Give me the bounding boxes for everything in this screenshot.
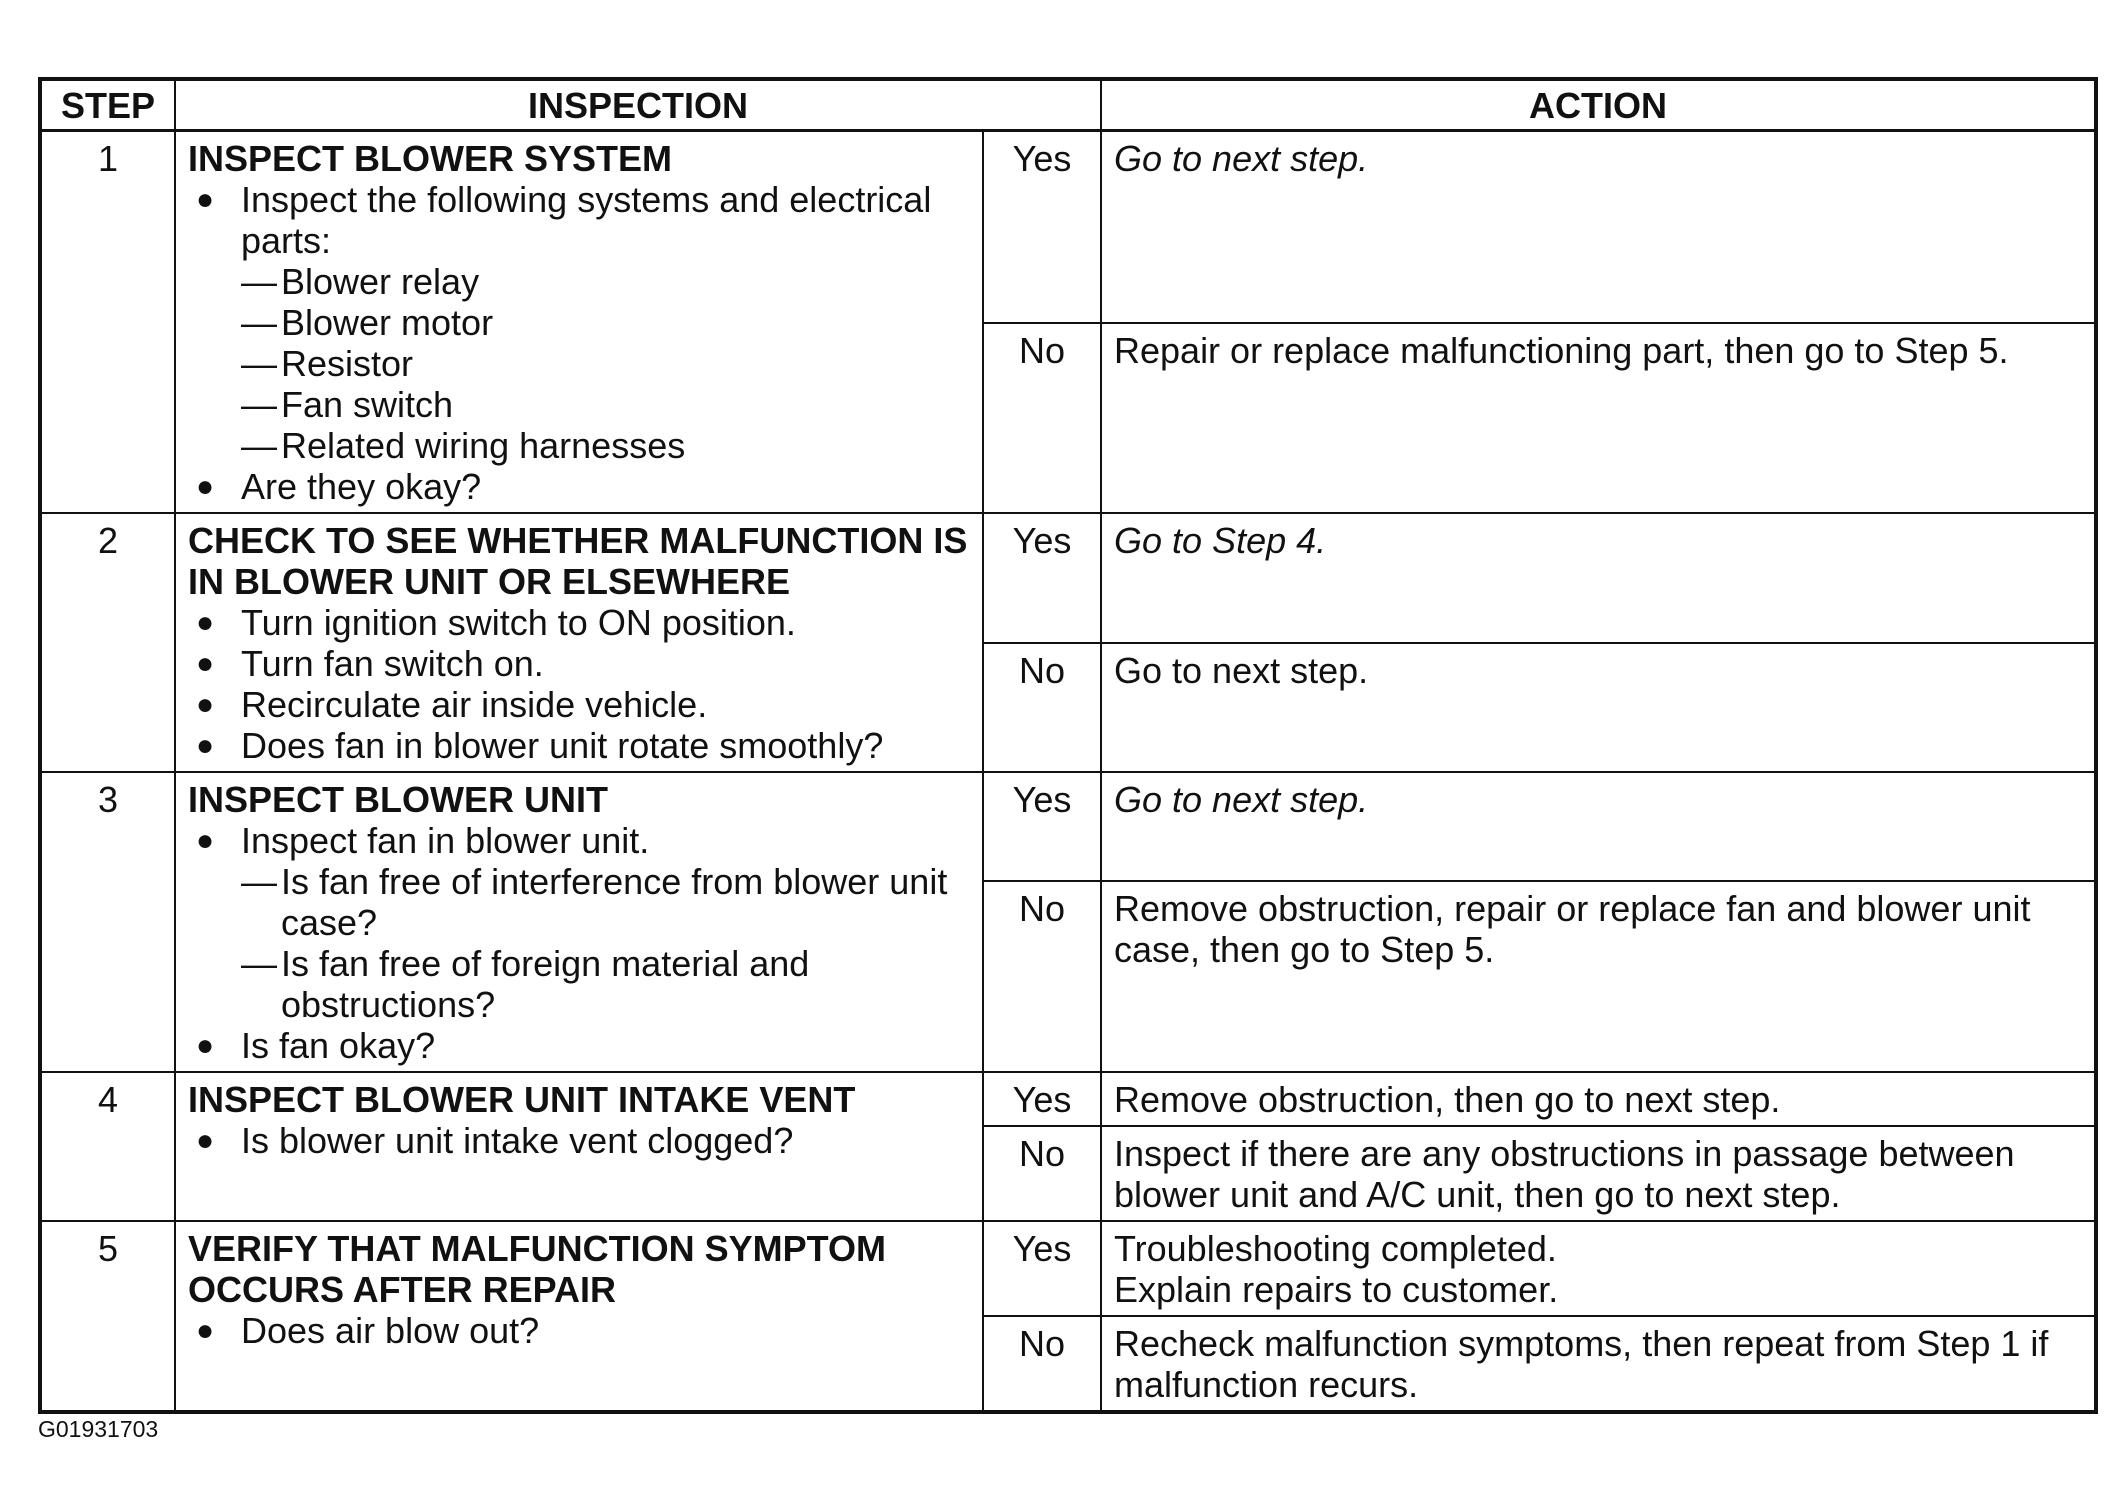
dash-icon: —: [241, 261, 277, 302]
no-label: No: [983, 881, 1101, 1072]
bullet-icon: ●: [196, 729, 215, 762]
bullet-item: ● Turn fan switch on.: [196, 643, 544, 684]
yes-action: Go to next step.: [1101, 131, 2096, 323]
bullet-item: ● Turn ignition switch to ON position.: [196, 602, 796, 643]
step-number: 1: [40, 131, 175, 514]
sub-item: — Is fan free of interference from blower unit case?: [241, 861, 948, 943]
no-action: Inspect if there are any obstructions in passage between blower unit and A/C unit, then go to next step.: [1101, 1126, 2096, 1221]
sub-item: — Blower motor: [241, 302, 494, 343]
bullet-icon: ●: [196, 1314, 215, 1347]
step-3-yes-row: [40, 772, 2096, 881]
yes-action-line: Explain repairs to customer.: [1114, 1269, 1559, 1310]
sub-item: — Is fan free of foreign material and obstructions?: [241, 943, 810, 1025]
step-number: 4: [40, 1072, 175, 1221]
bullet-item: ● Is fan okay?: [196, 1025, 436, 1066]
inspection-cell: [175, 513, 983, 772]
dash-icon: —: [241, 943, 277, 984]
bullet-icon: ●: [196, 1029, 215, 1062]
no-label: No: [983, 323, 1101, 513]
step-number: 5: [40, 1221, 175, 1412]
yes-action: Remove obstruction, then go to next step.: [1101, 1072, 2096, 1126]
bullet-icon: ●: [196, 606, 215, 639]
inspection-cell: [175, 1221, 983, 1412]
header-inspection: INSPECTION: [175, 79, 1101, 131]
no-label: No: [983, 1316, 1101, 1412]
sub-item: — Related wiring harnesses: [241, 425, 686, 466]
bullet-item: ● Recirculate air inside vehicle.: [196, 684, 708, 725]
header-action: ACTION: [1101, 79, 2096, 131]
dash-icon: —: [241, 302, 277, 343]
sub-item: — Blower relay: [241, 261, 480, 302]
no-action: Repair or replace malfunctioning part, then go to Step 5.: [1101, 323, 2096, 513]
sub-item: — Fan switch: [241, 384, 454, 425]
inspection-title: CHECK TO SEE WHETHER MALFUNCTION IS IN BLOWER UNIT OR ELSEWHERE: [188, 520, 968, 602]
yes-label: Yes: [983, 772, 1101, 881]
header-step: STEP: [40, 79, 175, 131]
diagnostic-table: [38, 77, 2098, 1414]
inspection-cell: [175, 131, 983, 514]
bullet-item: ● Does fan in blower unit rotate smoothly?: [196, 725, 884, 766]
bullet-icon: ●: [196, 183, 215, 216]
header-row: [40, 79, 2096, 131]
bullet-item: ● Is blower unit intake vent clogged?: [196, 1120, 794, 1161]
inspection-title: INSPECT BLOWER SYSTEM: [188, 138, 673, 179]
yes-action: [1101, 1221, 2096, 1316]
yes-label: Yes: [983, 1072, 1101, 1126]
no-label: No: [983, 643, 1101, 773]
dash-icon: —: [241, 861, 277, 902]
no-label: No: [983, 1126, 1101, 1221]
bullet-icon: ●: [196, 688, 215, 721]
inspection-cell: [175, 1072, 983, 1221]
bullet-icon: ●: [196, 647, 215, 680]
inspection-title: INSPECT BLOWER UNIT: [188, 779, 608, 820]
sub-item: — Resistor: [241, 343, 414, 384]
no-action: Recheck malfunction symptoms, then repeat from Step 1 if malfunction recurs.: [1101, 1316, 2096, 1412]
figure-id: G01931703: [38, 1416, 159, 1442]
yes-label: Yes: [983, 1221, 1101, 1316]
step-number: 2: [40, 513, 175, 772]
yes-action: Go to Step 4.: [1101, 513, 2096, 643]
bullet-icon: ●: [196, 824, 215, 857]
no-action: Go to next step.: [1101, 643, 2096, 773]
step-2-yes-row: [40, 513, 2096, 643]
inspection-title: INSPECT BLOWER UNIT INTAKE VENT: [188, 1079, 856, 1120]
step-4-yes-row: [40, 1072, 2096, 1126]
yes-label: Yes: [983, 513, 1101, 643]
yes-label: Yes: [983, 131, 1101, 323]
step-1-yes-row: [40, 131, 2096, 323]
no-action: Remove obstruction, repair or replace fan and blower unit case, then go to Step 5.: [1101, 881, 2096, 1072]
bullet-item: ● Does air blow out?: [196, 1310, 540, 1351]
step-5-yes-row: [40, 1221, 2096, 1316]
bullet-icon: ●: [196, 470, 215, 503]
dash-icon: —: [241, 384, 277, 425]
step-number: 3: [40, 772, 175, 1072]
dash-icon: —: [241, 425, 277, 466]
inspection-title: VERIFY THAT MALFUNCTION SYMPTOM OCCURS AFTER REPAIR: [188, 1228, 886, 1310]
bullet-item: ● Inspect the following systems and electrical parts:: [196, 179, 932, 261]
inspection-cell: [175, 772, 983, 1072]
dash-icon: —: [241, 343, 277, 384]
bullet-item: ● Inspect fan in blower unit.: [196, 820, 650, 861]
yes-action: Go to next step.: [1101, 772, 2096, 881]
bullet-item: ● Are they okay?: [196, 466, 482, 507]
bullet-icon: ●: [196, 1124, 215, 1157]
yes-action-line: Troubleshooting completed.: [1114, 1228, 1557, 1269]
